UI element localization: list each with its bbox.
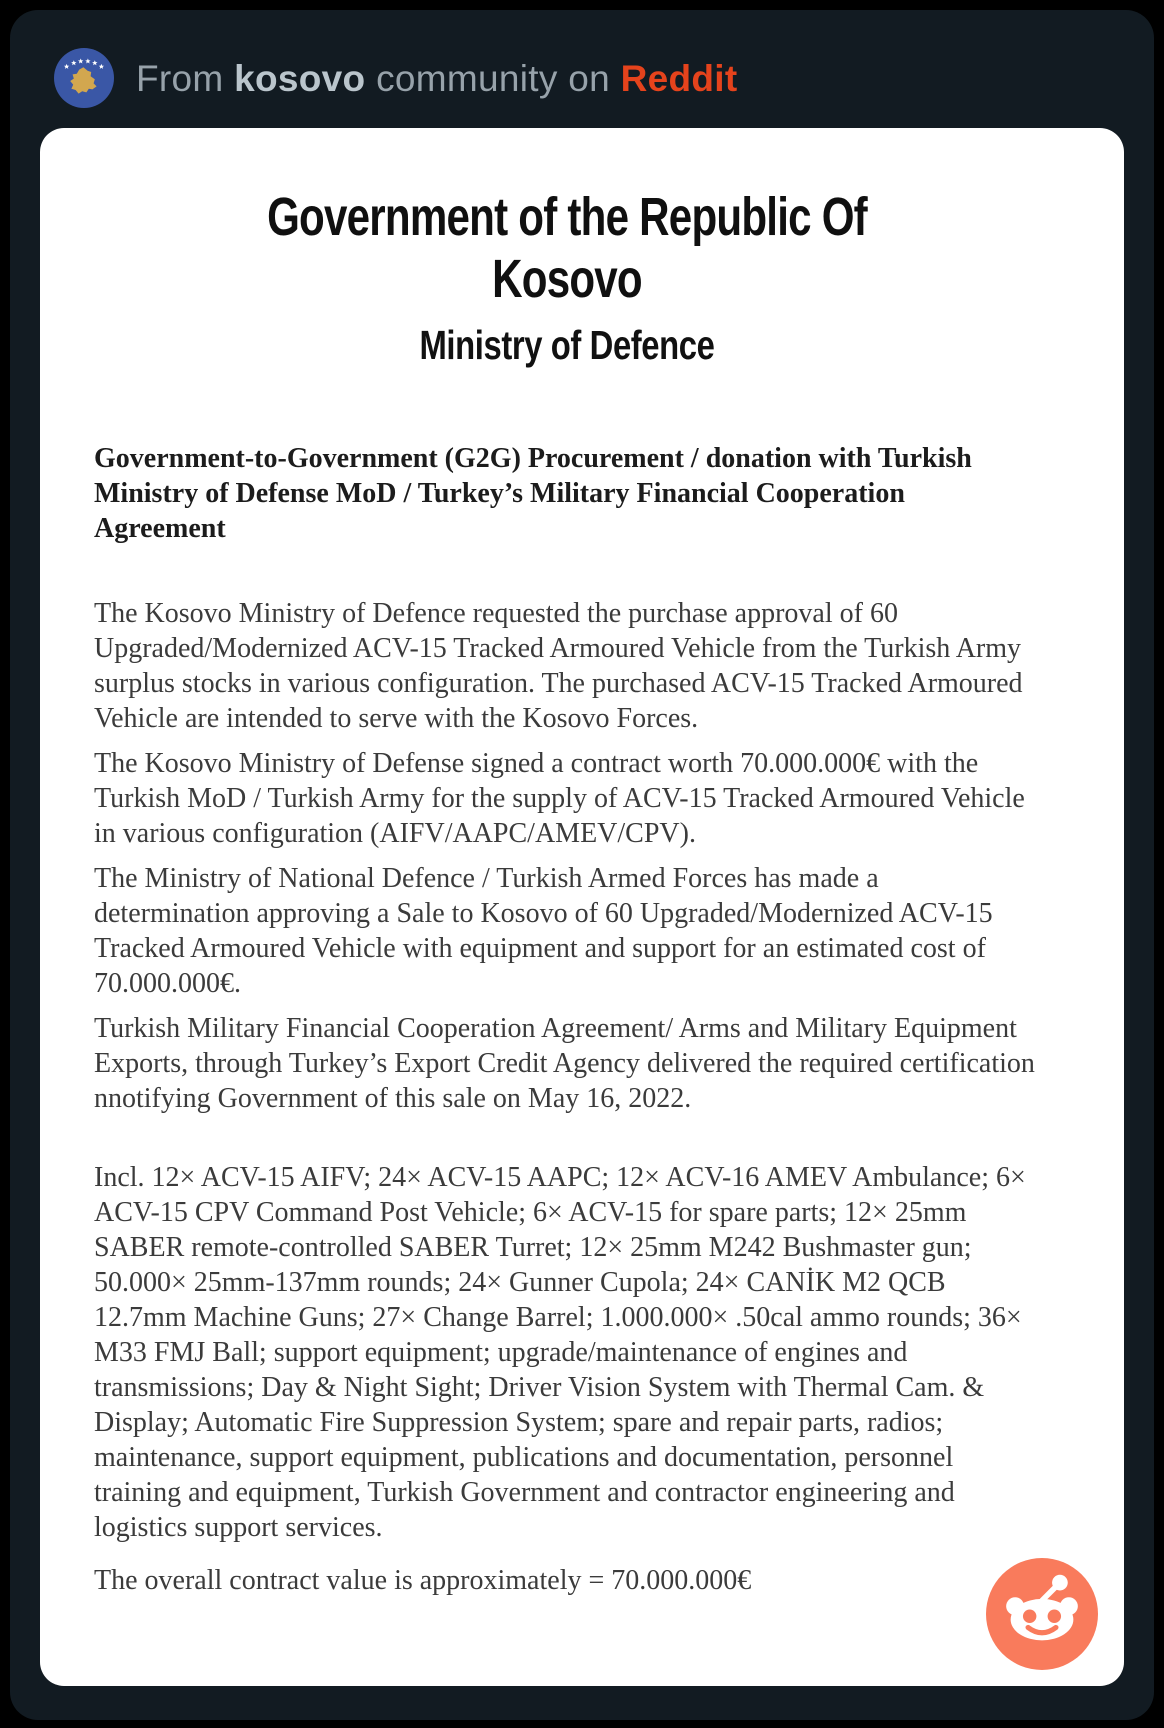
- share-header: [54, 46, 737, 110]
- kosovo-flag-icon: [54, 48, 114, 108]
- doc-paragraph-3: The Ministry of National Defence / Turkish Armed Forces has made a determination approving a Sale to Kosovo of 60 Upgraded/Modernized ACV-15 Tracked Armoured Vehicle with equipment and support for an estimated cost of 70.000.000€.: [94, 863, 993, 1000]
- doc-items-paragraph: Incl. 12× ACV-15 AIFV; 24× ACV-15 AAPC; 12× ACV-16 AMEV Ambulance; 6× ACV-15 CPV Command Post Vehicle; 6× ACV-15 for spare parts; 12× 25mm SABER remote-controlled SABER Turret; 12× 25mm M242 Bushmaster gun; 50.000× 25mm-137mm rounds; 24× Gunner Cupola; 24× CANİK M2 QCB 12.7mm Machine Guns; 27× Change Barrel; 1.000.000× .50cal ammo rounds; 36× M33 FMJ Ball; support equipment; upgrade/maintenance of engines and transmissions; Day & Night Sight; Driver Vision System with Thermal Cam. & Display; Automatic Fire Suppression System; spare and repair parts, radios; maintenance, support equipment, publications and documentation, personnel training and equipment, Turkish Government and contractor engineering and logistics support services.: [94, 1162, 1026, 1544]
- header-prefix: From: [136, 57, 224, 99]
- doc-title: Government of the Republic Of Kosovo: [267, 187, 867, 310]
- doc-contract-value-line: The overall contract value is approximately = 70.000.000€: [94, 1565, 752, 1597]
- doc-paragraph-2: The Kosovo Ministry of Defense signed a contract worth 70.000.000€ with the Turkish MoD / Turkish Army for the supply of ACV-15 Tracked Armoured Vehicle in various configuration (AIFV/AAPC/AMEV/CPV).: [94, 748, 1025, 850]
- doc-paragraph-4: Turkish Military Financial Cooperation Agreement/ Arms and Military Equipment Exports, through Turkey’s Export Credit Agency delivered the required certification nnotifying Government of this sale on May 16, 2022.: [94, 1013, 1035, 1115]
- header-middle: community on: [376, 57, 610, 99]
- reddit-share-card: [10, 10, 1154, 1720]
- doc-paragraph-1: The Kosovo Ministry of Defence requested the purchase approval of 60 Upgraded/Modernized ACV-15 Tracked Armoured Vehicle from the Turkish Army surplus stocks in various configuration. The purchased ACV-15 Tracked Armoured Vehicle are intended to serve with the Kosovo Forces.: [94, 598, 1023, 735]
- reddit-snoo-icon: [986, 1558, 1098, 1670]
- doc-subtitle: Ministry of Defence: [419, 322, 715, 369]
- share-header-text: [136, 57, 738, 99]
- post-document-image[interactable]: [40, 128, 1124, 1686]
- community-name: kosovo: [234, 57, 366, 99]
- reddit-brand-label: Reddit: [620, 57, 738, 99]
- doc-heading: Government-to-Government (G2G) Procurement / donation with Turkish Ministry of Defense MoD / Turkey’s Military Financial Cooperation Agreement: [94, 443, 972, 545]
